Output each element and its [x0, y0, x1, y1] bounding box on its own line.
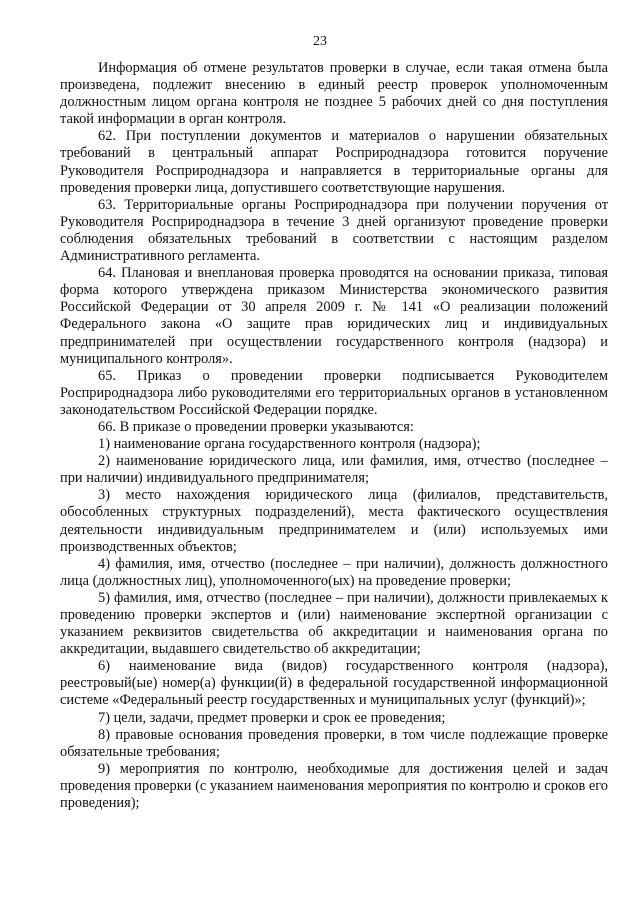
paragraph-64: 64. Плановая и внеплановая проверка проводятся на основании приказа, типовая форма которого утверждена приказом Министерства экономического развития Российской Федерации от 30 апреля 2009 г. № 141 «О реализации положений Федерального закона «О защите прав юридических лиц и индивидуальных предпринимателей при осуществлении государственного контроля (надзора) и муниципального контроля».	[60, 265, 608, 367]
list-item-6: 6) наименование вида (видов) государственного контроля (надзора), реестровый(ые) номер(а) функции(й) в федеральной государственной информационной системе «Федеральный реестр государственных и муниципальных услуг (функций)»;	[60, 658, 608, 709]
list-item-9: 9) мероприятия по контролю, необходимые для достижения целей и задач проведения проверки (с указанием наименования мероприятия по контролю и сроков его проведения);	[60, 760, 608, 812]
document-body	[60, 60, 608, 812]
paragraph-cancellation-info: Информация об отмене результатов проверки в случае, если такая отмена была произведена, подлежит внесению в единый реестр проверок уполномоченным должностным лицом органа контроля не позднее 5 рабочих дней со дня поступления такой информации в орган контроля.	[60, 60, 608, 128]
list-item-8: 8) правовые основания проведения проверки, в том числе подлежащие проверке обязательные требования;	[60, 726, 608, 760]
list-item-7: 7) цели, задачи, предмет проверки и срок ее проведения;	[98, 709, 446, 726]
paragraph-63: 63. Территориальные органы Росприроднадзора при получении поручения от Руководителя Росприроднадзора в течение 3 дней организуют проведение проверки соблюдения обязательных требований в соответствии с настоящим разделом Административного регламента.	[60, 196, 608, 265]
list-item-1: 1) наименование органа государственного контроля (надзора);	[98, 436, 481, 453]
list-item-3: 3) место нахождения юридического лица (филиалов, представительств, обособленных структурных подразделений), места фактического осуществления деятельности индивидуальным предпринимателем и (или) используемых ими производственных объектов;	[60, 487, 608, 555]
paragraph-62: 62. При поступлении документов и материалов о нарушении обязательных требований в центральный аппарат Росприроднадзора готовится поручение Руководителя Росприроднадзора и направляется в территориальные органы для проведения проверки лица, допустившего соответствующие нарушения.	[60, 128, 608, 196]
list-item-2: 2) наименование юридического лица, или фамилия, имя, отчество (последнее – при наличии) индивидуального предпринимателя;	[60, 453, 608, 487]
paragraph-65: 65. Приказ о проведении проверки подписывается Руководителем Росприроднадзора либо руководителями его территориальных органов в установленном законодательством Российской Федерации порядке.	[60, 367, 608, 418]
page-number: 23	[313, 34, 327, 49]
paragraph-66: 66. В приказе о проведении проверки указываются:	[98, 418, 414, 435]
list-item-5: 5) фамилия, имя, отчество (последнее – при наличии), должности привлекаемых к проведению проверки экспертов и (или) наименование экспертной организации с указанием реквизитов свидетельства об аккредитации и наименования органа по аккредитации, выдавшего свидетельство об аккредитации;	[60, 589, 608, 658]
list-item-4: 4) фамилия, имя, отчество (последнее – при наличии), должность должностного лица (должностных лиц), уполномоченного(ых) на проведение проверки;	[60, 555, 608, 589]
